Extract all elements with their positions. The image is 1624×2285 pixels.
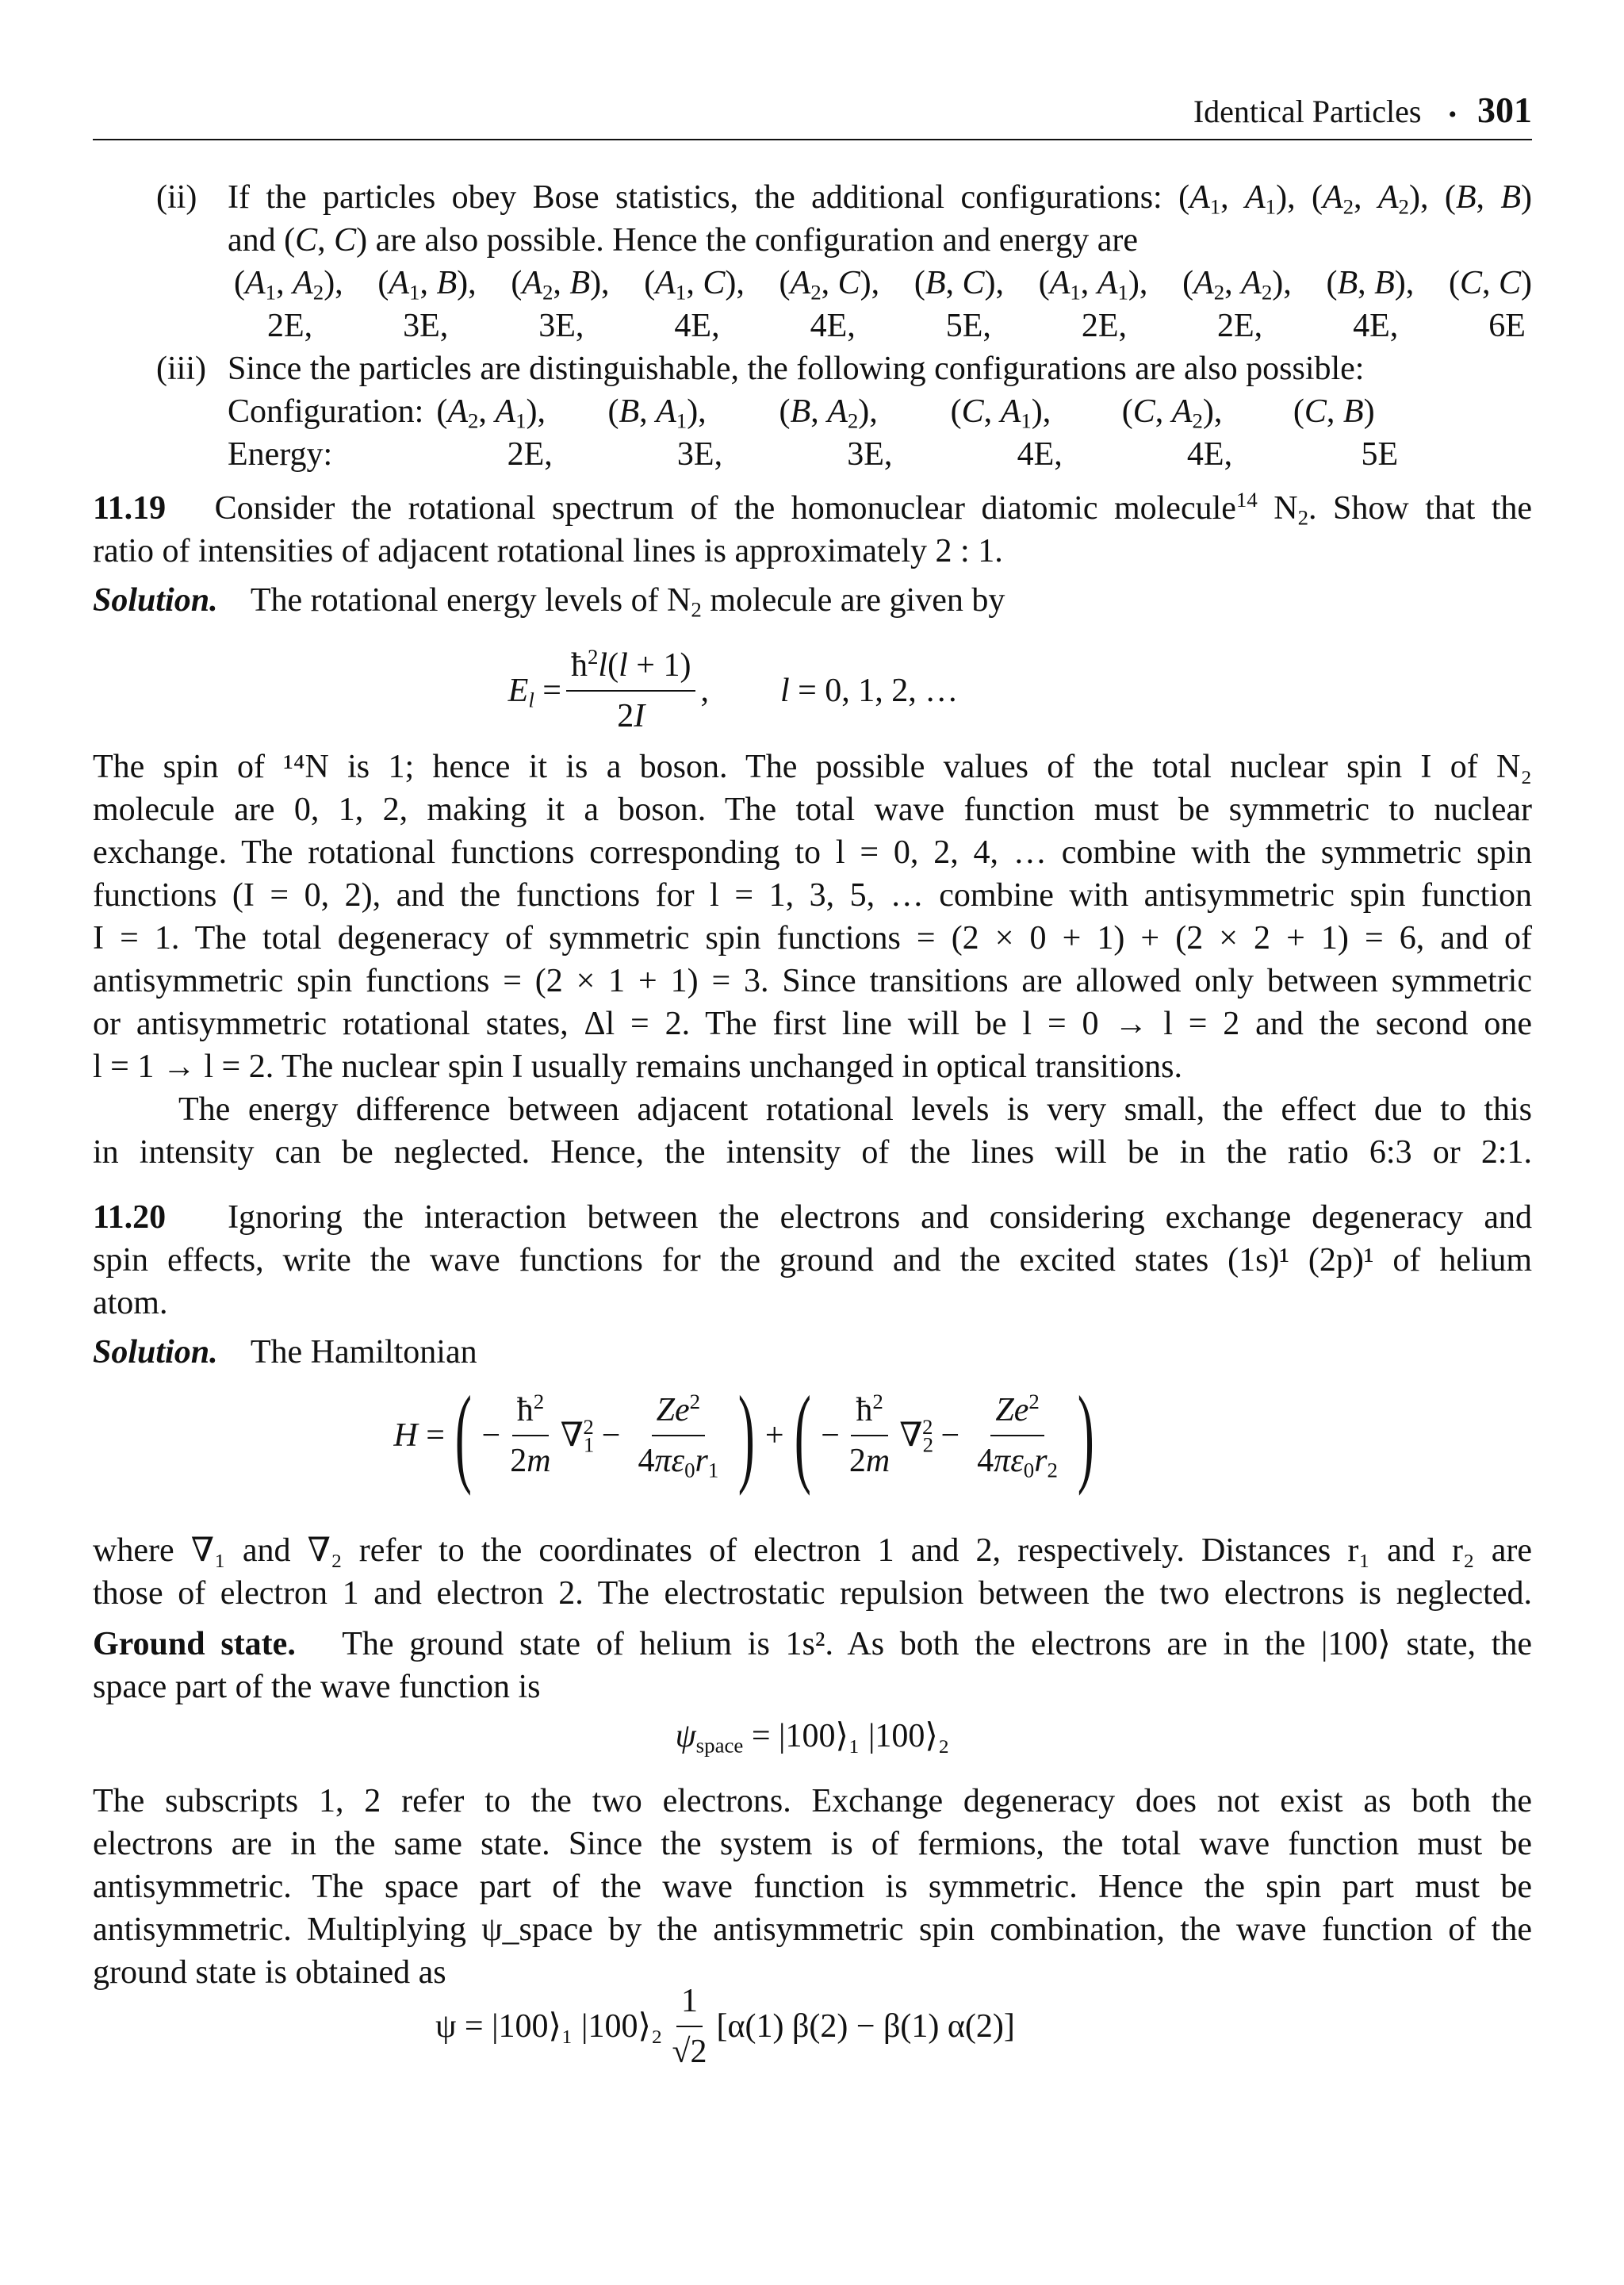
- header-rule: [93, 139, 1532, 140]
- solution-11-19-intro: Solution. The rotational energy levels of $N_2$ molecule are given by: [93, 582, 1005, 622]
- part-ii-label: (ii): [156, 179, 197, 216]
- hamiltonian-equation: H = ( − $\frac{ħ^2}{2m}$ $\nabla_1^2$ − $\frac{Ze^2}{4\pi\varepsilon_0r_1}$ ) + ( − $\frac{ħ^2}{2m}$ $\nabla_2^2$ − $\frac{Ze^2}{4\pi\varepsilon_0r_2}$ ): [393, 1374, 1094, 1497]
- part-ii-line1: If the particles obey Bose statistics, the additional configurations: ($A_1$, $A_1$), ($A_2$, $A_2$), (B, B): [228, 179, 1532, 219]
- hamiltonian-explanation: where ∇₁ and ∇₂ refer to the coordinates of electron 1 and 2, respectively. Distances r₁ and r₂ are those of electron 1 and electron 2. The electrostatic repulsion between the two electrons is neglected. Ground state. The ground state of helium is 1s². As both the electrons are in the |100⟩ state, the space part of the wave function is: [93, 1532, 1533, 1705]
- problem-11-19: [93, 487, 1532, 622]
- page-number: 301: [1477, 90, 1532, 130]
- ground-state-wavefunction-equation: ψ = |100⟩₁ |100⟩₂ $\frac{1}{√2}$ [α(1) β(2) − β(1) α(2)]: [93, 1980, 1532, 2073]
- solution-11-19-paragraph: The spin of ¹⁴N is 1; hence it is a boson. The possible values of the total nuclear spin I of N₂ molecule are 0, 1, 2, making it a boson. The total wave function must be symmetric to nuclear exchange. The rotational functions corresponding to l = 0, 2, 4, … combine with the symmetric spin functions (I = 0, 2), and the functions for l = 1, 3, 5, … combine with antisymmetric spin function I = 1. The total degeneracy of symmetric spin functions = (2 × 0 + 1) + (2 × 2 + 1) = 6, and of antisymmetric spin functions = (2 × 1 + 1) = 3. Since transitions are allowed only between symmetric or antisymmetric rotational states, Δl = 2. The first line will be l = 0 → l = 2 and the second one l = 1 → l = 2. The nuclear spin I usually remains unchanged in optical transitions. The energy difference between adjacent rotational levels is very small, the effect due to this in intensity can be neglected. Hence, the intensity of the lines will be in the ratio 6:3 or 2:1.: [93, 749, 1532, 1171]
- header-bullet: •: [1448, 102, 1457, 128]
- space-wavefunction-equation: $\psi_{space}$ = |100⟩₁ |100⟩₂: [675, 1718, 950, 1758]
- part-ii: [93, 176, 1532, 347]
- problem-11-20-question-line1: 11.20 Ignoring the interaction between the electrons and considering exchange degeneracy and: [93, 1199, 1532, 1236]
- ground-state-line1: Ground state. The ground state of helium is 1s². As both the electrons are in the |100⟩ state, the: [93, 1626, 1533, 1662]
- rotational-energy-equation: $E_l$ = $\frac{ħ^2l(l + 1)}{2I}$ , l = 0, 1, 2, …: [508, 645, 959, 734]
- part-ii-energy-row: 2E, 3E, 3E, 4E, 4E, 5E, 2E, 2E, 4E, 6E: [267, 308, 1526, 344]
- part-ii-config-row: ($A_1$, $A_2$), ($A_1$, B), ($A_2$, B), ($A_1$, C), ($A_2$, C), (B, C), ($A_1$, $A_1$), ($A_2$, $A_2$), (B, B), (C, C): [234, 265, 1532, 305]
- part-iii-energy-row: Energy: 2E, 3E, 3E, 4E, 4E, 5E: [228, 436, 1399, 473]
- running-title: Identical Particles: [1193, 94, 1422, 129]
- part-ii-line2: and (C, C) are also possible. Hence the configuration and energy are: [228, 222, 1139, 259]
- part-iii-line1: Since the particles are distinguishable, the following configurations are also possible:: [228, 351, 1365, 387]
- running-header: [1193, 89, 1532, 136]
- part-iii-config-row: Configuration: ($A_2$, $A_1$), (B, $A_1$), (B, $A_2$), (C, $A_1$), (C, $A_2$), (C, B): [228, 393, 1375, 433]
- part-iii: [93, 347, 1532, 476]
- problem-11-20: 11.20 Ignoring the interaction between the electrons and considering exchange degeneracy and spin effects, write the wave functions for the ground and the excited states (1s)¹ (2p)¹ of helium atom. Solution. The Hamiltonian: [93, 1196, 1532, 1374]
- solution-11-20-intro: Solution. The Hamiltonian: [93, 1334, 477, 1371]
- part-iii-label: (iii): [156, 351, 206, 387]
- problem-11-19-question-line1: 11.19 Consider the rotational spectrum of the homonuclear diatomic molecule$^{14}$ $N_2$. Show that the: [93, 488, 1532, 530]
- problem-11-19-question-line2: ratio of intensities of adjacent rotational lines is approximately 2 : 1.: [93, 533, 1003, 569]
- ground-state-paragraph: The subscripts 1, 2 refer to the two electrons. Exchange degeneracy does not exist as both the electrons are in the same state. Since the system is of fermions, the total wave function must be antisymmetric. The space part of the wave function is symmetric. Hence the spin part must be antisymmetric. Multiplying ψ_space by the antisymmetric spin combination, the wave function of the ground state is obtained as: [93, 1783, 1532, 1991]
